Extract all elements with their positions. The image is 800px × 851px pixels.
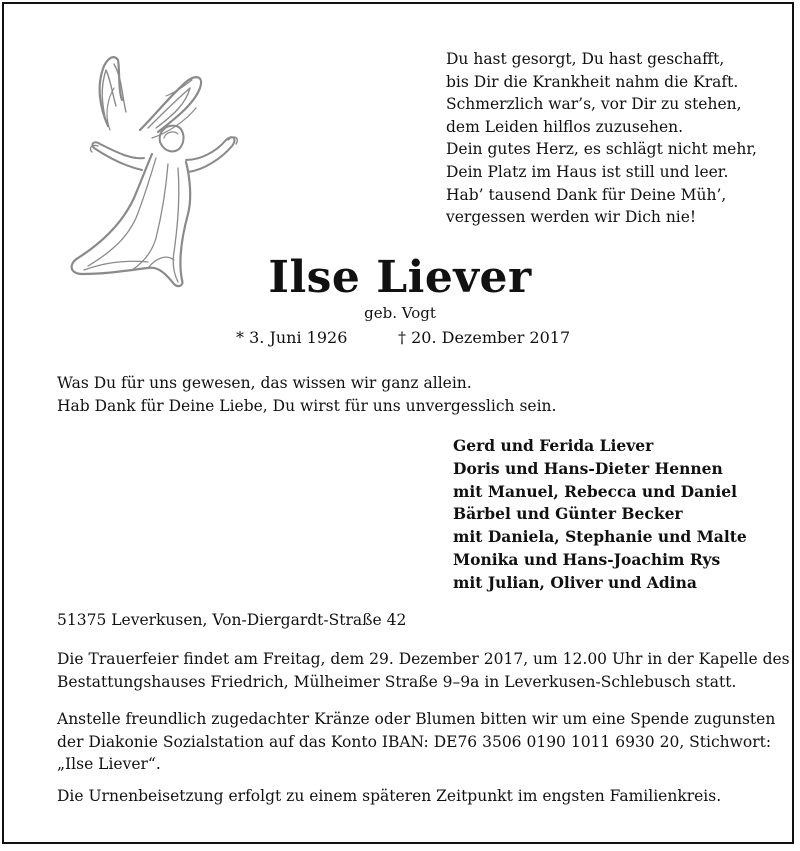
poem-line: Du hast gesorgt, Du hast geschafft, (446, 50, 725, 68)
paragraph-line: der Diakonie Sozialstation auf das Konto IBAN: DE76 3506 0190 1011 6930 20, Stichwort: (57, 732, 772, 751)
poem-line: Schmerzlich war’s, vor Dir zu stehen, (446, 95, 742, 114)
poem-line: Hab’ tausend Dank für Deine Müh’, (446, 185, 727, 204)
birth-date: * 3. Juni 1926 (236, 328, 348, 347)
verse-line: Was Du für uns gewesen, das wissen wir ganz allein. (57, 374, 472, 392)
paragraph-line: Die Trauerfeier findet am Freitag, dem 29. Dezember 2017, um 12.00 Uhr in der Kapelle des (57, 650, 790, 668)
mourner-line: Doris und Hans-Dieter Hennen (453, 458, 723, 478)
mourner-line: Bärbel und Günter Becker (453, 504, 683, 524)
poem-line: Dein gutes Herz, es schlägt nicht mehr, (446, 140, 757, 159)
mourner-line: mit Daniela, Stephanie und Malte (453, 527, 747, 547)
poem-line: dem Leiden hilflos zuzusehen. (446, 117, 684, 136)
paragraph-line: Bestattungshauses Friedrich, Mülheimer Straße 9–9a in Leverkusen-Schlebusch statt. (57, 672, 737, 691)
deceased-name: Ilse Liever (268, 252, 532, 303)
maiden-name: geb. Vogt (364, 304, 436, 322)
donation-info (57, 708, 775, 776)
death-date: † 20. Dezember 2017 (398, 328, 571, 347)
mourner-line: mit Julian, Oliver und Adina (453, 572, 697, 592)
urn-burial-info (57, 785, 721, 808)
verse-line: Hab Dank für Deine Liebe, Du wirst für uns unvergesslich sein. (57, 397, 557, 415)
mourner-line: Gerd und Ferida Liever (453, 436, 654, 455)
mourner-line: Monika und Hans-Joachim Rys (453, 549, 721, 569)
family-address: 51375 Leverkusen, Von-Diergardt-Straße 42 (57, 611, 407, 629)
memorial-poem (446, 48, 757, 229)
poem-line: bis Dir die Krankheit nahm die Kraft. (446, 72, 739, 91)
paragraph-line: „Ilse Liever“. (57, 755, 161, 774)
poem-line: vergessen werden wir Dich nie! (446, 208, 697, 227)
paragraph-line: Anstelle freundlich zugedachter Kränze oder Blumen bitten wir um eine Spende zugunsten (57, 710, 776, 728)
farewell-verse (57, 372, 556, 418)
paragraph-line: Die Urnenbeisetzung erfolgt zu einem späteren Zeitpunkt im engsten Familienkreis. (57, 787, 722, 805)
poem-line: Dein Platz im Haus ist still und leer. (446, 162, 729, 181)
mourner-line: mit Manuel, Rebecca und Daniel (453, 481, 738, 501)
funeral-service-info (57, 648, 790, 693)
mourners-list (453, 435, 747, 595)
